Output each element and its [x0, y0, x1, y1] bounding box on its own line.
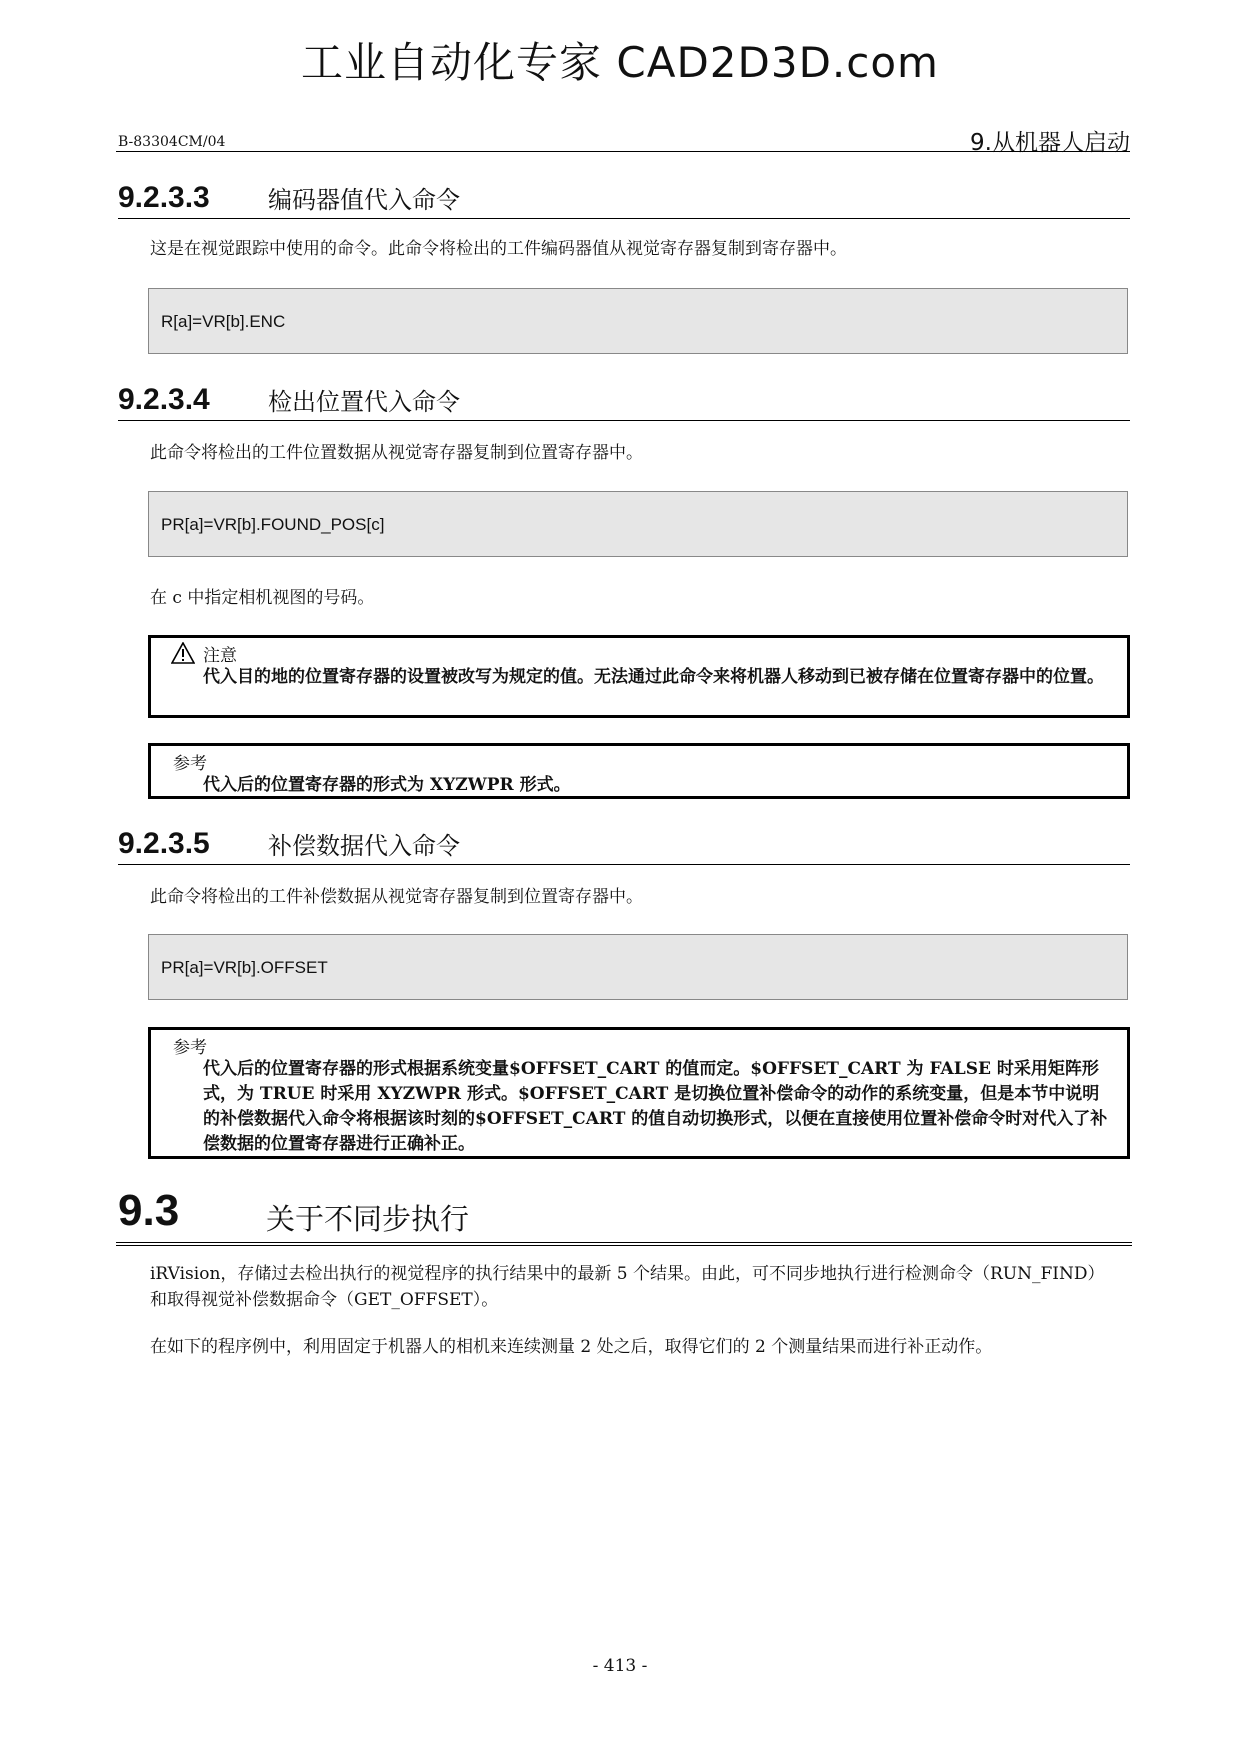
caution-body: 代入目的地的位置寄存器的设置被改写为规定的值。无法通过此命令来将机器人移动到已被存储在位置寄存器中的位置。: [203, 667, 1104, 687]
code-box: [148, 288, 1128, 354]
warning-icon: [171, 642, 195, 664]
reference-box: [148, 743, 1130, 799]
section-title: 补偿数据代入命令: [268, 832, 460, 860]
code-box: [148, 491, 1128, 557]
paragraph: 此命令将检出的工件补偿数据从视觉寄存器复制到位置寄存器中。: [150, 887, 643, 907]
section-title: 检出位置代入命令: [268, 388, 460, 416]
paragraph: 在 c 中指定相机视图的号码。: [150, 588, 375, 608]
section-number: 9.2.3.4: [118, 383, 210, 416]
code-text: PR[a]=VR[b].FOUND_POS[c]: [161, 515, 385, 534]
code-text: R[a]=VR[b].ENC: [161, 312, 286, 331]
section-heading-9-2-3-4: [118, 380, 1130, 421]
caution-box: [148, 635, 1130, 718]
doc-code: B-83304CM/04: [118, 134, 226, 150]
paragraph: 在如下的程序例中，利用固定于机器人的相机来连续测量 2 处之后，取得它们的 2 个测量结果而进行补正动作。: [150, 1337, 993, 1357]
code-box: [148, 934, 1128, 1000]
reference-body: 代入后的位置寄存器的形式为 XYZWPR 形式。: [203, 775, 571, 795]
section-heading-9-3: [116, 1180, 1132, 1246]
section-number: 9.3: [118, 1186, 180, 1235]
paragraph: 这是在视觉跟踪中使用的命令。此命令将检出的工件编码器值从视觉寄存器复制到寄存器中。: [150, 239, 847, 259]
paragraph: iRVision，存储过去检出执行的视觉程序的执行结果中的最新 5 个结果。由此，可不同步地执行进行检测命令（RUN_FIND）和取得视觉补偿数据命令（GET_OFFSET）。: [150, 1264, 1097, 1310]
section-heading-9-2-3-3: [118, 178, 1130, 219]
caution-title: 注意: [203, 646, 237, 666]
page-number: - 413 -: [592, 1656, 648, 1676]
reference-title: 参考: [173, 1038, 207, 1058]
reference-title: 参考: [173, 754, 207, 774]
header-rule: [116, 151, 1130, 152]
chapter-title: 9.从机器人启动: [970, 130, 1130, 156]
section-title: 编码器值代入命令: [268, 186, 460, 214]
reference-body: 代入后的位置寄存器的形式根据系统变量$OFFSET_CART 的值而定。$OFFSET_CART 为 FALSE 时采用矩阵形式，为 TRUE 时采用 XYZWPR 形式。$OFFSET_CART 是切换位置补偿命令的动作的系统变量，但是本节中说明的补偿数据代入命令将根据该时刻的$OFFSET_CART 的值自动切换形式，以便在直接使用位置补偿命令时对代入了补偿数据的位置寄存器进行正确补正。: [203, 1059, 1108, 1154]
section-heading-9-2-3-5: [118, 824, 1130, 865]
section-number: 9.2.3.5: [118, 827, 210, 860]
watermark: 工业自动化专家 CAD2D3D.com: [301, 38, 939, 87]
section-number: 9.2.3.3: [118, 181, 210, 214]
paragraph: 此命令将检出的工件位置数据从视觉寄存器复制到位置寄存器中。: [150, 443, 643, 463]
reference-box: [148, 1027, 1130, 1159]
section-title: 关于不同步执行: [266, 1202, 470, 1236]
code-text: PR[a]=VR[b].OFFSET: [161, 958, 328, 977]
